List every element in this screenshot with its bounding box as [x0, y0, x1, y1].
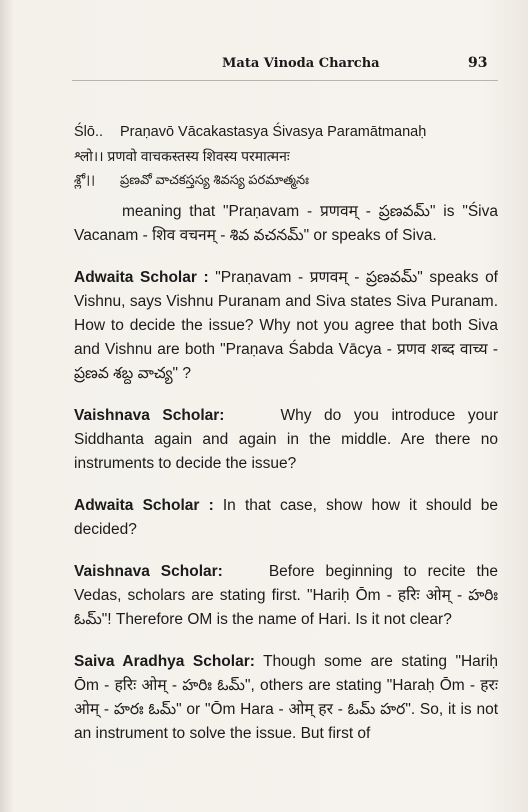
speaker-name: Vaishnava Scholar:	[74, 563, 223, 580]
speaker-name: Saiva Aradhya Scholar:	[74, 653, 255, 670]
page-number: 93	[468, 55, 488, 71]
dialogue-paragraph	[74, 560, 498, 632]
dialogue-text: "Praṇavam - प्रणवम् - ప్రణవమ్" speaks of Vishnu, says Vishnu Puranam and Siva states Siva Puranam. How to decide the issue? Why not you agree that both Siva and Vishnu are both "Praṇava Śabda Vācya - प्रणव शब्द वाच्य - ప్రణవ శబ్ద వాచ్య" ?	[74, 269, 498, 382]
verse-telugu	[74, 168, 498, 192]
dialogue-text: Why do you introduce your Siddhanta again and again in the middle. Are there no instruments to decide the issue?	[74, 407, 499, 472]
verse-roman-label: Ślō..	[74, 124, 104, 140]
verse-telugu-text: ప్రణవో వాచకస్తస్య శివస్య పరమాత్మనః	[120, 172, 309, 187]
dialogue-text: Though some are stating "Hariḥ Ōm - हरिः ओम् - హరిః ఓమ్", others are stating "Haraḥ Ōm - हरः ओम् - హరః ఓమ్" or "Ōm Hara - ओम् हर - ఓమ్ హర". So, it is not an instrument to solve the issue. But first of	[74, 653, 498, 742]
verse-meaning: meaning that "Praṇavam - प्रणवम् - ప్రణవమ్" is "Śiva Vacanam - शिव वचनम् - శివ వచనమ్" or speaks of Siva.	[74, 203, 498, 244]
verse-devanagari: श्लो।। प्रणवो वाचकस्तस्य शिवस्य परमात्मनः	[74, 148, 290, 164]
dialogue-paragraph	[74, 404, 498, 476]
speaker-name: Adwaita Scholar :	[74, 269, 209, 286]
speaker-name: Adwaita Scholar :	[74, 497, 214, 514]
verse-telugu-label: శ్లో।।	[74, 172, 96, 187]
dialogue-paragraph	[74, 650, 498, 746]
dialogue-text: In that case, show how it should be decided?	[74, 497, 498, 538]
dialogue-paragraph	[74, 266, 498, 386]
verse-roman-text: Praṇavō Vācakastasya Śivasya Paramātmanaḥ	[120, 124, 427, 140]
page-body	[74, 120, 498, 762]
verse-roman	[74, 120, 498, 144]
dialogue-paragraph	[74, 494, 498, 542]
running-header-title: Mata Vinoda Charcha	[222, 56, 380, 71]
speaker-name: Vaishnava Scholar:	[74, 407, 225, 424]
header-divider	[72, 80, 498, 81]
dialogue-text: Before beginning to recite the Vedas, scholars are stating first. "Hariḥ Ōm - हरिः ओम् - హరిః ఓమ్"! Therefore OM is the name of Hari. Is it not clear?	[74, 563, 499, 628]
